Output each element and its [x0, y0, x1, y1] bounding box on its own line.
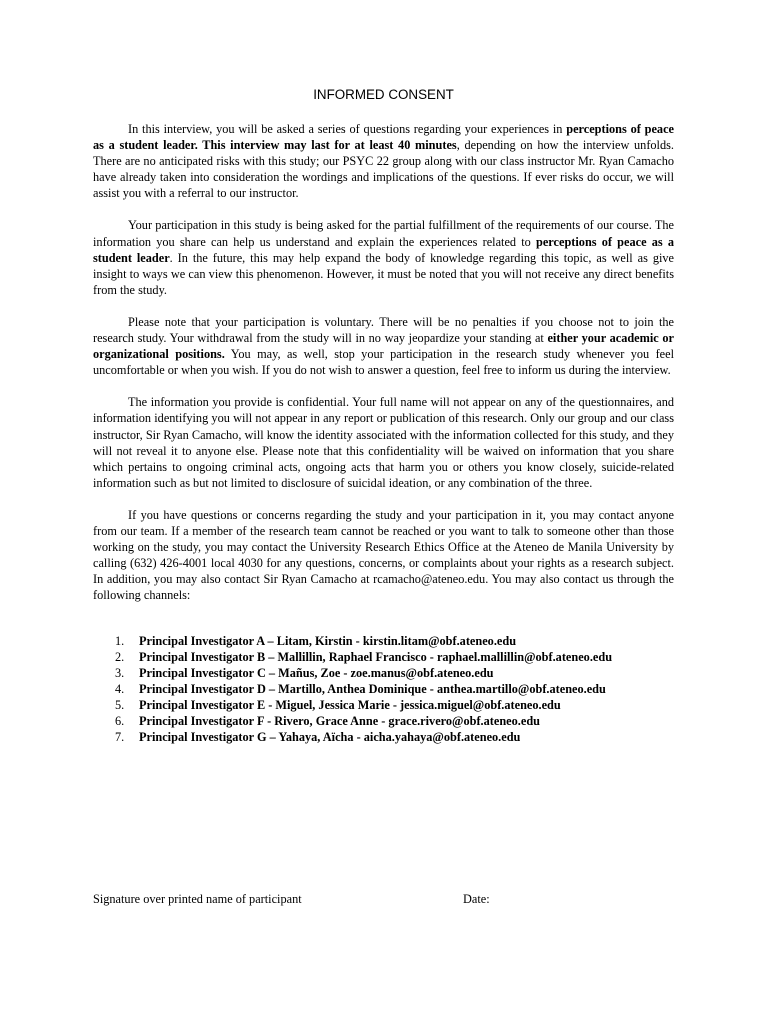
paragraph-text: . In the future, this may help expand the body of knowledge regarding this topic, as well as give insight to ways we can view this phenomenon. However, it must be noted that you will not receive any direct benefits from the study.	[93, 250, 675, 297]
paragraph-text: In this interview, you will be asked a series of questions regarding your experiences in	[128, 122, 567, 136]
contact-text: Principal Investigator F - Rivero, Grace Anne - grace.rivero@obf.ateneo.edu	[139, 714, 540, 729]
date-label: Date:	[463, 892, 490, 906]
paragraph-text: , depending on how the interview unfolds. There are no anticipated risks with this study; our PSYC 22 group along with our class instructor Mr. Ryan Camacho have already taken into consideration the wordings and implications of the questions. If ever risks do occur, we will assist you with a referral to our instructor.	[93, 138, 674, 201]
contact-item	[93, 697, 674, 713]
contact-item	[93, 665, 674, 681]
consent-document	[93, 86, 674, 745]
contact-text: Principal Investigator C – Mañus, Zoe - zoe.manus@obf.ateneo.edu	[139, 666, 494, 681]
contact-number: 2.	[115, 650, 125, 665]
paragraph-text: If you have questions or concerns regarding the study and your participation in it, you may contact anyone from our team. If a member of the research team cannot be reached or you want to talk to someone other than those working on the study, you may contact the University Research Ethics Office at the Ateneo de Manila University by calling (632) 426-4001 local 4030 for any questions, concerns, or complaints about your rights as a research subject. In addition, you may also contact Sir Ryan Camacho at rcamacho@ateneo.edu. You may also contact us through the following channels:	[93, 507, 674, 603]
consent-paragraph	[93, 394, 674, 491]
signature-section	[93, 891, 674, 907]
contact-number: 3.	[115, 666, 125, 681]
contact-text: Principal Investigator D – Martillo, Anthea Dominique - anthea.martillo@obf.ateneo.edu	[139, 682, 606, 697]
paragraph-text: Your participation in this study is being asked for the partial fulfillment of the requirements of our course. The information you share can help us understand and explain the experiences related to	[93, 218, 674, 249]
paragraph-text: The information you provide is confidential. Your full name will not appear on any of the questionnaires, and information identifying you will not appear in any report or publication of this research. Only our group and our class instructor, Sir Ryan Camacho, will know the identity associated with the information collected for this study, and they will not reveal it to anyone else. Please note that this confidentiality will be waived on information that you share which pertains to ongoing criminal acts, ongoing acts that harm you or others you know closely, suicide-related information such as but not limited to disclosure of suicidal ideation, or any combination of the three.	[93, 395, 674, 490]
signature-label: Signature over printed name of participant	[93, 892, 302, 906]
contact-number: 4.	[115, 682, 125, 697]
contact-item	[93, 633, 674, 649]
consent-paragraph	[93, 121, 674, 201]
contact-item	[93, 649, 674, 665]
contact-text: Principal Investigator B – Mallillin, Raphael Francisco - raphael.mallillin@obf.ateneo.edu	[139, 650, 613, 665]
contact-item	[93, 729, 674, 745]
consent-paragraph	[93, 314, 674, 378]
contact-list	[93, 633, 674, 745]
contact-number: 6.	[115, 714, 125, 729]
contact-text: Principal Investigator G – Yahaya, Aïcha - aicha.yahaya@obf.ateneo.edu	[139, 730, 521, 745]
consent-paragraph	[93, 507, 674, 604]
consent-paragraph	[93, 217, 674, 297]
document-title: INFORMED CONSENT	[313, 87, 454, 102]
contact-item	[93, 713, 674, 729]
contact-number: 5.	[115, 698, 125, 713]
paragraph-text: Please note that your participation is voluntary. There will be no penalties if you choose not to join the research study. Your withdrawal from the study will in no way jeopardize your standing at	[93, 314, 674, 346]
contact-number: 1.	[115, 634, 125, 649]
emphasis-text: perceptions of peace as a student leader. This interview may last for at least 40 minutes	[93, 122, 674, 153]
emphasis-text: either your academic or organizational positions.	[93, 331, 674, 362]
contact-number: 7.	[115, 730, 125, 745]
emphasis-text: perceptions of peace as a student leader	[93, 234, 674, 265]
paragraph-text: You may, as well, stop your participation in the research study whenever you feel uncomfortable or when you wish. If you do not wish to answer a question, feel free to inform us during the interview.	[93, 347, 674, 378]
contact-text: Principal Investigator E - Miguel, Jessica Marie - jessica.miguel@obf.ateneo.edu	[139, 698, 561, 713]
contact-item	[93, 681, 674, 697]
consent-body	[93, 121, 674, 603]
contact-text: Principal Investigator A – Litam, Kirstin - kirstin.litam@obf.ateneo.edu	[139, 634, 517, 649]
